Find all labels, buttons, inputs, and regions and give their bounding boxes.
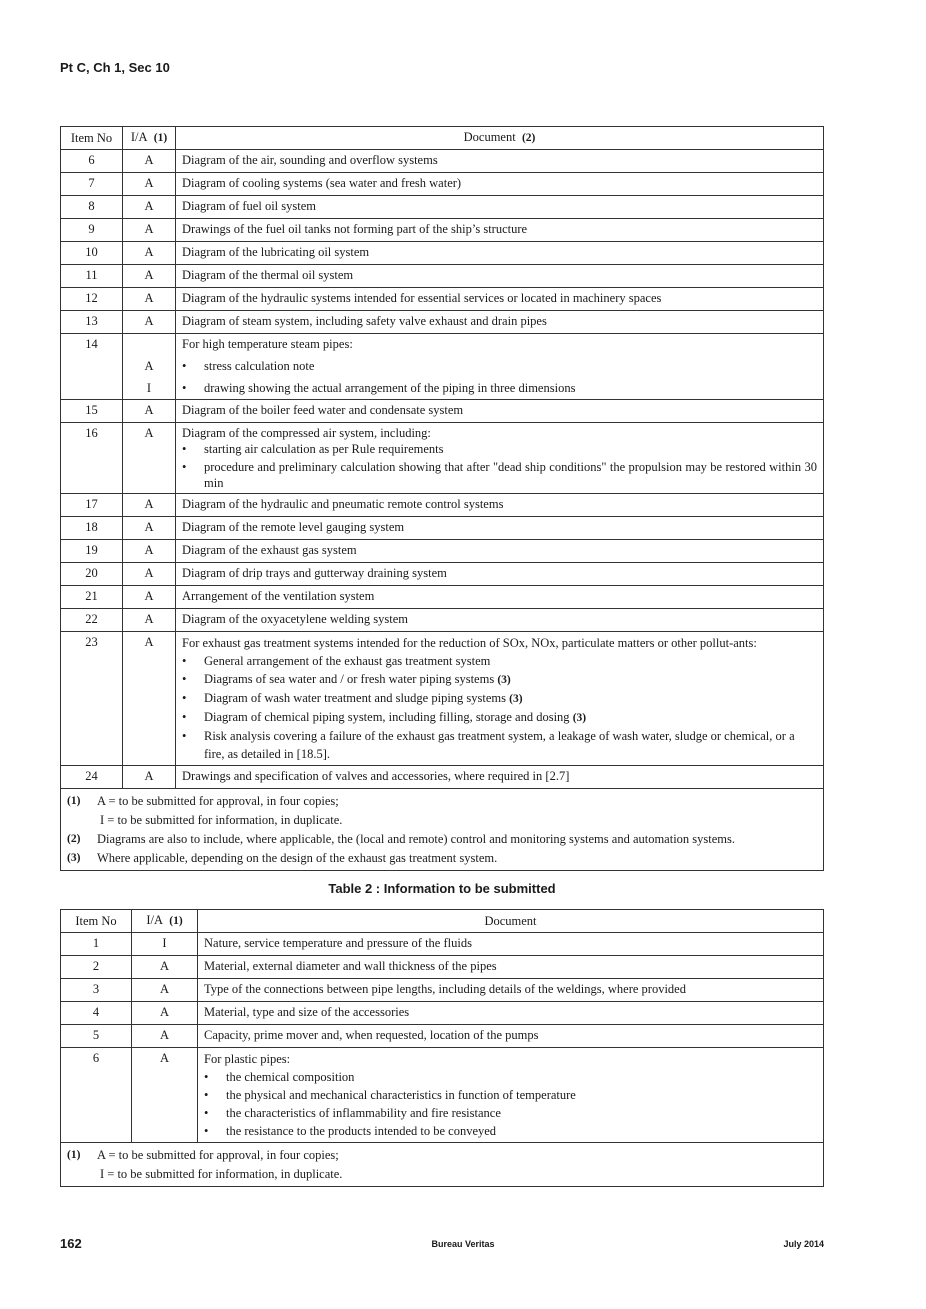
table-row: 22 A Diagram of the oxyacetylene welding system [61, 609, 824, 632]
table-row: 12 A Diagram of the hydraulic systems intended for essential services or located in machinery spaces [61, 288, 824, 311]
table-row: 16 A Diagram of the compressed air system, including: • starting air calculation as per Rule requirements • procedure and preliminary calculation showing that after "dead ship conditions" the propulsion may be restored within 30 min [61, 423, 824, 494]
table-row: 13 A Diagram of steam system, including safety valve exhaust and drain pipes [61, 311, 824, 334]
table-header-row [61, 910, 824, 933]
list-item: • Risk analysis covering a failure of the exhaust gas treatment system, a leakage of wash water, sludge or chemical, or a fire, as detailed in [18.5]. [182, 727, 817, 763]
list-item: • starting air calculation as per Rule requirements [182, 441, 817, 457]
table-notes: (1) A = to be submitted for approval, in four copies; I = to be submitted for information, in duplicate. (2) Diagrams are also to include, where applicable, the (local and remote) control and monitoring systems and automation systems. (3) Where applicable, depending on the design of the exhaust gas treatment system. [61, 789, 824, 871]
table-row: 24 A Drawings and specification of valves and accessories, where required in [2.7] [61, 766, 824, 789]
list-item: • procedure and preliminary calculation showing that after "dead ship conditions" the propulsion may be restored within 30 min [182, 459, 817, 491]
table-row: 8 A Diagram of fuel oil system [61, 196, 824, 219]
table-row: 21 A Arrangement of the ventilation system [61, 586, 824, 609]
information-table [60, 909, 824, 1187]
table-caption: Table 2 : Information to be submitted [328, 881, 556, 896]
table-row: 7 A Diagram of cooling systems (sea water and fresh water) [61, 173, 824, 196]
header-item-no: Item No [61, 127, 123, 150]
table-row: 6 A Diagram of the air, sounding and overflow systems [61, 150, 824, 173]
table-row: 15 A Diagram of the boiler feed water and condensate system [61, 400, 824, 423]
table-row: 18 A Diagram of the remote level gauging system [61, 517, 824, 540]
header-ia: I/A (1) [123, 127, 176, 150]
table-row: 19 A Diagram of the exhaust gas system [61, 540, 824, 563]
list-item: • the physical and mechanical characteristics in function of temperature [204, 1086, 817, 1104]
publication-date: July 2014 [783, 1239, 824, 1249]
publisher: Bureau Veritas [431, 1239, 495, 1249]
documents-table [60, 126, 824, 871]
list-item: • the chemical composition [204, 1068, 817, 1086]
table-row: 5 A Capacity, prime mover and, when requested, location of the pumps [61, 1025, 824, 1048]
table-row: 11 A Diagram of the thermal oil system [61, 265, 824, 288]
header-document: Document [198, 910, 824, 933]
table-row: 3 A Type of the connections between pipe lengths, including details of the weldings, where provided [61, 979, 824, 1002]
list-item: • drawing showing the actual arrangement of the piping in three dimensions [182, 380, 817, 397]
table-header-row [61, 127, 824, 150]
table-row: 4 A Material, type and size of the accessories [61, 1002, 824, 1025]
header-ia: I/A (1) [132, 910, 198, 933]
list-item: • the resistance to the products intended to be conveyed [204, 1122, 817, 1140]
table-row: 17 A Diagram of the hydraulic and pneumatic remote control systems [61, 494, 824, 517]
table-row: 9 A Drawings of the fuel oil tanks not forming part of the ship’s structure [61, 219, 824, 242]
table-row: 6 A For plastic pipes: • the chemical composition • the physical and mechanical characteristics in function of temperature • the characteristics of inflammability and fire resistance • the resistance to the products intended to be conveyed [61, 1048, 824, 1143]
table-row: 20 A Diagram of drip trays and gutterway draining system [61, 563, 824, 586]
list-item: • Diagram of chemical piping system, including filling, storage and dosing (3) [182, 708, 817, 727]
list-item: • the characteristics of inflammability and fire resistance [204, 1104, 817, 1122]
table-notes: (1) A = to be submitted for approval, in four copies; I = to be submitted for information, in duplicate. [61, 1143, 824, 1187]
table-row: 10 A Diagram of the lubricating oil system [61, 242, 824, 265]
header-item-no: Item No [61, 910, 132, 933]
table-row: 2 A Material, external diameter and wall thickness of the pipes [61, 956, 824, 979]
table-row: 1 I Nature, service temperature and pressure of the fluids [61, 933, 824, 956]
table-row: 14 A I For high temperature steam pipes: • stress calculation note • drawing showing the actual arrangement of the piping in three dimensions [61, 334, 824, 400]
list-item: • Diagrams of sea water and / or fresh water piping systems (3) [182, 670, 817, 689]
list-item: • stress calculation note [182, 358, 817, 375]
ia-stack: A I [123, 334, 176, 400]
table-row: 23 A For exhaust gas treatment systems intended for the reduction of SOx, NOx, particulate matters or other pollut-ants: • General arrangement of the exhaust gas treatment system • Diagrams of sea water and / or fresh water piping systems (3) • Diagram of wash water treatment and sludge piping systems (3) • Diagram of chemical piping system, including filling, storage and dosing (3) • Risk analysis covering a failure of the exhaust gas treatment system, a leakage of wash water, sludge or chemical, or a fire, as detailed in [18.5]. [61, 632, 824, 766]
list-item: • General arrangement of the exhaust gas treatment system [182, 652, 817, 670]
list-item: • Diagram of wash water treatment and sludge piping systems (3) [182, 689, 817, 708]
header-document: Document (2) [176, 127, 824, 150]
section-header: Pt C, Ch 1, Sec 10 [60, 60, 170, 75]
page-number: 162 [60, 1236, 82, 1251]
